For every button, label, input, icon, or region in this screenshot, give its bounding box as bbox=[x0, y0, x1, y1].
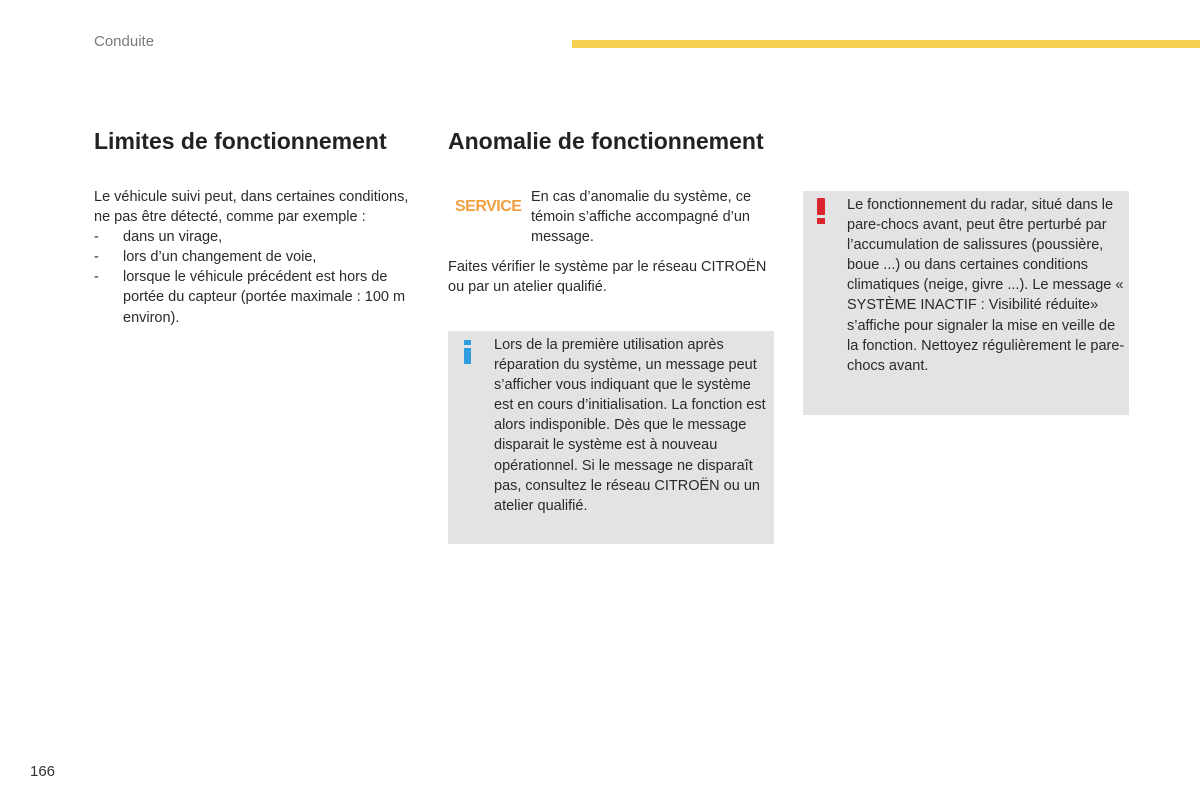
section-label: Conduite bbox=[94, 33, 155, 50]
list-dash: - bbox=[94, 249, 99, 266]
info-box-text: Lors de la première utilisation après réparation du système, un message peut s’afficher vous indiquant que le système est en cours d’initialisation. La fonction est alors indisponible. Dès que le message disparait le système est à nouveau opérationnel. Si le message ne disparaît pas, consultez le réseau CITROËN ou un atelier qualifié. bbox=[494, 337, 766, 514]
limits-title: Limites de fonctionnement bbox=[94, 128, 387, 154]
warning-box-text: Le fonctionnement du radar, situé dans le pare-chocs avant, peut être perturbé par l’accumulation de salissures (poussière, boue ...) ou dans certaines conditions climatiques (neige, givre ...). Le message « SYSTÈME INACTIF : Visibilité réduite» s’affiche pour signaler la mise en veille de la fonction. Nettoyez régulièrement le pare-chocs avant. bbox=[847, 197, 1125, 374]
info-icon bbox=[463, 340, 473, 364]
page-number: 166 bbox=[30, 763, 56, 780]
list-item-text: lorsque le véhicule précédent est hors de portée du capteur (portée maximale : 100 m environ). bbox=[123, 269, 406, 326]
limits-list-item bbox=[94, 247, 414, 267]
limits-list-item bbox=[94, 227, 414, 247]
service-warning-icon: SERVICE bbox=[455, 198, 522, 215]
anomaly-title: Anomalie de fonctionnement bbox=[448, 128, 764, 154]
list-dash: - bbox=[94, 269, 99, 286]
list-item-text: dans un virage, bbox=[123, 229, 223, 246]
limits-body bbox=[94, 187, 414, 328]
limits-list-item bbox=[94, 267, 414, 327]
service-description: En cas d’anomalie du système, ce témoin s’affiche accompagné d’un message. bbox=[531, 189, 752, 246]
list-item-text: lors d’un changement de voie, bbox=[123, 249, 317, 266]
verify-instruction: Faites vérifier le système par le réseau CITROËN ou par un atelier qualifié. bbox=[448, 259, 767, 296]
section-accent-bar bbox=[572, 40, 1200, 48]
limits-list bbox=[94, 227, 414, 327]
limits-intro: Le véhicule suivi peut, dans certaines conditions, ne pas être détecté, comme par exemple : bbox=[94, 189, 409, 226]
warning-exclamation-icon bbox=[817, 198, 827, 224]
list-dash: - bbox=[94, 229, 99, 246]
